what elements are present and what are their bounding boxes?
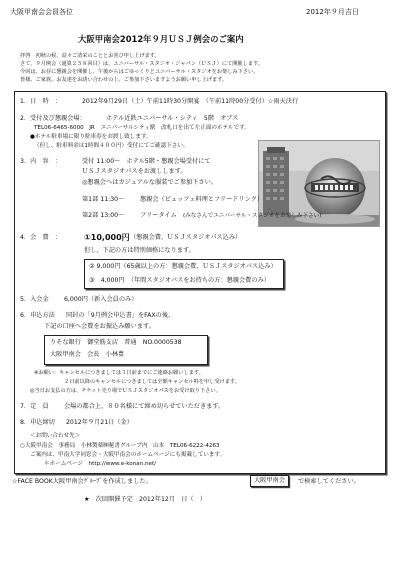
intro-line-4: 皆様、ご家族、お友達をお誘い合わせの上、ご参加下さいますようお願い申し上げます。: [20, 77, 228, 83]
sec2-parking-2: （但し、駐車料金は1時間４００円）受付にてご確認下さい。: [34, 143, 189, 149]
sec5-value: 6,000円（新入会員のみ）: [64, 296, 138, 303]
sec4-sub: 但し、下記の方は特別価格になります。: [84, 247, 195, 254]
sec4-label: 4．会 費 ：: [20, 234, 62, 241]
sec2-tel: TEL06-6465-6000 JR ユニバーサルシティ駅 改札口を出て左正面のホテルです。: [34, 125, 250, 131]
sec8-label: 8．申込締切: [20, 419, 55, 426]
contact-homepage[interactable]: ＊ホームページ http://www.e-konan.net/: [44, 461, 157, 467]
sec3-part1-value: 懇親会（ビュッフェ料理とフリードリンク）: [140, 196, 264, 203]
header-to: 大阪甲南会会員各位: [10, 8, 73, 16]
sec3-line-2: ＵＳＪスタジオパスをお渡しします。: [82, 168, 187, 175]
facebook-text: ☆FACE BOOK大阪甲南会ｸﾞﾙｰﾌﾟを作成しました。: [12, 478, 152, 485]
sec6-bank-2: 大阪甲南会 会長 小林豊: [50, 351, 125, 358]
sec3-line-1: 受付 11:00～ ホテル5階・懇親会場受付にて: [82, 158, 211, 165]
sec4-fee-1: ①10,000円: [84, 233, 130, 242]
header-date: 2012年９月吉日: [306, 8, 359, 16]
intro-line-2: さて、９月例会（通算２５８回目）は、ユニバーサル・スタジオ・ジャパン（ＵＳＪ）にて開催します。: [20, 61, 263, 67]
sec4-fee-2: ② 9,000円（65歳以上の方：懇親会費、ＵＳＪスタジオパス込み）: [89, 263, 277, 270]
sec3-line-3: ◎懇親会へはカジュアルな服装でご参加下さい。: [82, 179, 217, 186]
sec3-part1-label: 第1部 11:30～: [82, 196, 125, 203]
contact-line-1: ○大阪甲南会 事務局 小林製薬㈱秘書グループ内 山本 TEL06-6222-4263: [20, 443, 220, 449]
facebook-search-badge[interactable]: 大阪甲南会: [250, 475, 289, 487]
sec7-label: 7．定 員: [20, 403, 49, 410]
intro-line-1: 拝啓 初秋の候、益々ご清栄のこととお喜び申し上げます。: [20, 53, 160, 59]
contact-heading: ＜お問い合わせ先＞: [30, 433, 81, 439]
page-title: 大阪甲南会2012年９月ＵＳＪ例会のご案内: [78, 34, 244, 44]
sec3-part2-label: 第2部 13:00～: [82, 212, 125, 219]
sec6-label: 6．申込方法: [20, 312, 55, 319]
intro-line-3: 今回は、お昼に懇親会を開催し、午後からはごゆっくりとユニバーサル・スタジオをお楽しみ下さい。: [20, 69, 259, 75]
sec7-value: 会場の都合上、８０名様にて締め切らせていただきます。: [64, 403, 225, 410]
sec4-fee-1-note: （懇親会費、ＵＳＪスタジオパス込み）: [130, 234, 242, 241]
sec6-line-1: 同封の「9月例会申込書」をFAXの後、: [66, 312, 175, 319]
facebook-after: で検索してください。: [298, 478, 360, 485]
sec5-label: 5．入会金: [20, 296, 49, 303]
sec1-label: 1．日 時 ：: [20, 98, 62, 105]
sec6-bank-1: りそな銀行 御堂筋支店 普通 NO.0000538: [50, 339, 182, 346]
sec8-value: 2012年９月21日（金）: [66, 419, 133, 426]
sec4-fee-3: ③ 4,000円 （年間スタジオパスをお持ちの方：懇親会費のみ）: [89, 277, 270, 284]
sec3-label: 3．内 容 ：: [20, 158, 62, 165]
next-event: ★ 次回開催予定 2012年12月 日（ ）: [84, 496, 206, 503]
sec6-note-1: ※お願い：キャンセルにつきましては３日前までにご連絡お願いします。: [34, 370, 204, 376]
sec1-value: 2012年9月29日（土）午前11時30分開宴 （午前11時00分受付）☆雨天決行: [82, 98, 299, 105]
contact-line-2: ご案内は、甲南大学同窓会・大阪甲南会のホームページにも掲載しています。: [30, 452, 226, 458]
sec3-part2-value: フリータイム: [140, 212, 177, 219]
sec2-label: 2．受付及び懇親会場：: [20, 115, 86, 122]
sec6-note-3: ◎当日お支払の方は、チケット売り場でＵＳＪスタジオパスをお受け取り下さい。: [30, 388, 221, 394]
sec2-value: ホテル近鉄ユニバーサル・シティ 5階 オブス: [106, 115, 239, 122]
sec2-parking-1: ●ホテル駐車場に限り駐車券をお渡し致します。: [30, 134, 152, 140]
sec6-note-2: ２日前以降のキャンセルにつきましては全額キャンセル料を申し受けます。: [64, 379, 240, 385]
sec3-part2-note: (みなさんでユニバーサル・スタジオをお楽しみ下さい): [183, 212, 322, 219]
sec6-line-2: 下記の口座へ会費をお振込み願います。: [44, 323, 155, 330]
